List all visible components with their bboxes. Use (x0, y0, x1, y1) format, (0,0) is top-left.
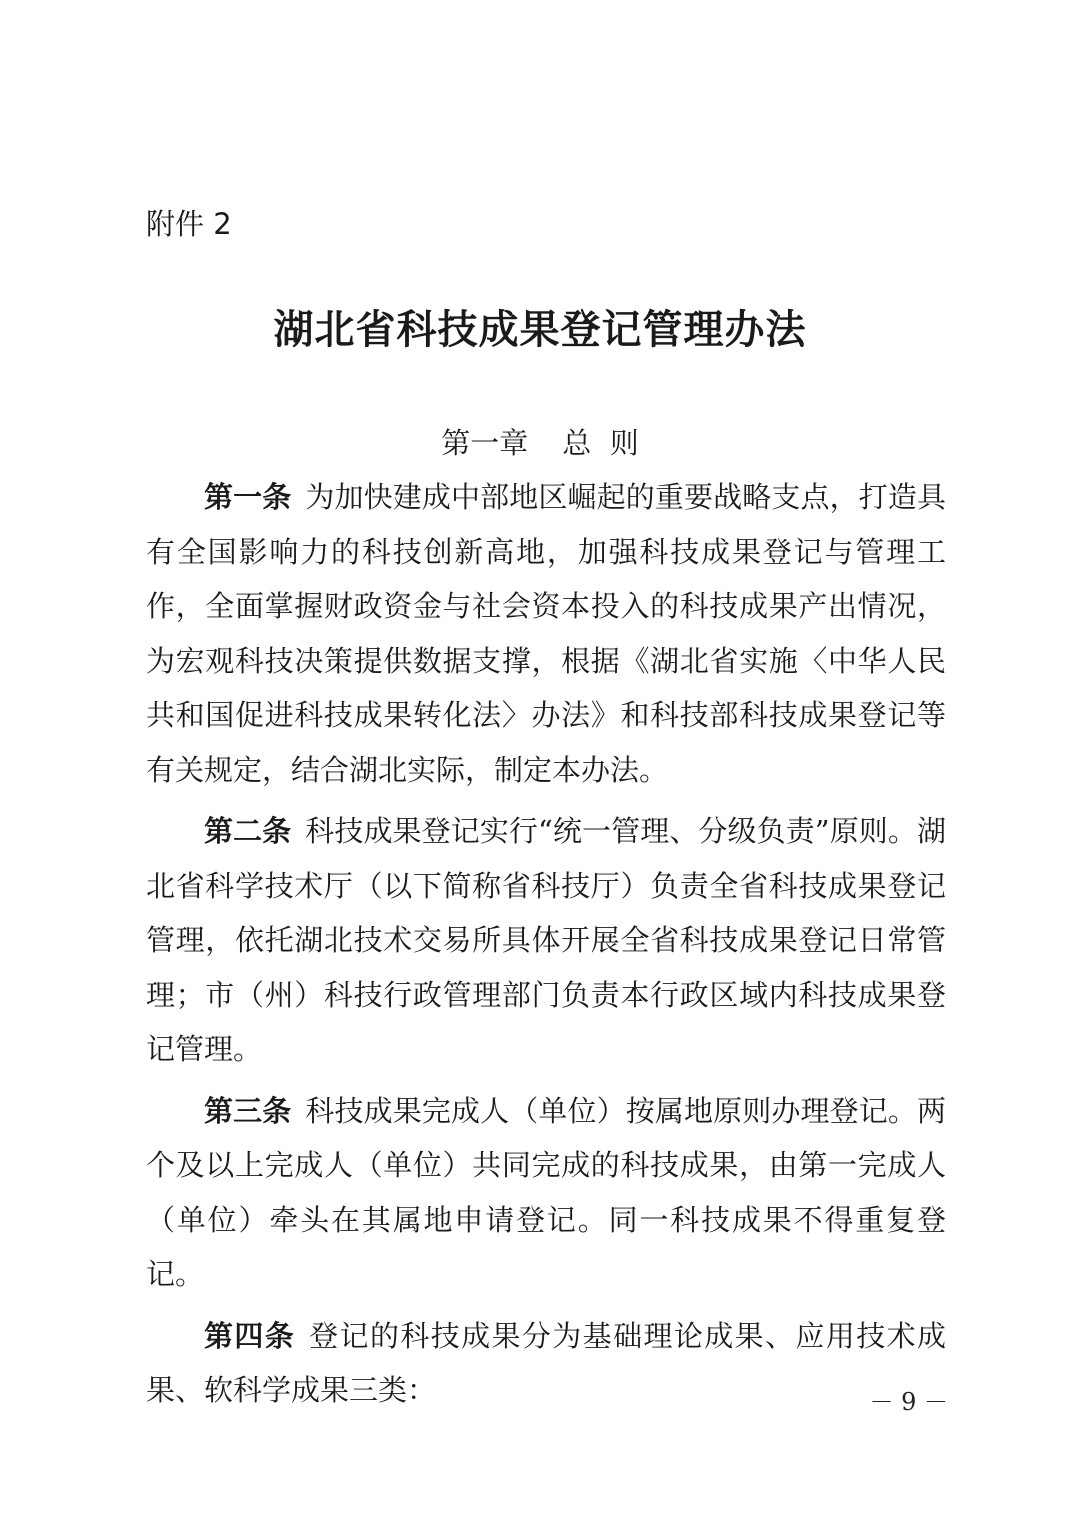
article-text: 科技成果登记实行“统一管理、分级负责”原则。湖北省科学技术厅（以下简称省科技厅）负责全省科技成果登记管理，依托湖北技术交易所具体开展全省科技成果登记日常管理；市（州）科技行政管理部门负责本行政区域内科技成果登记管理。 (146, 814, 946, 1066)
document-title: 湖北省科技成果登记管理办法 (273, 306, 807, 353)
article-text: 登记的科技成果分为基础理论成果、应用技术成果、软科学成果三类： (146, 1318, 946, 1407)
article-4 (146, 1309, 946, 1418)
article-text: 科技成果完成人（单位）按属地原则办理登记。两个及以上完成人（单位）共同完成的科技成果，由第一完成人（单位）牵头在其属地申请登记。同一科技成果不得重复登记。 (146, 1093, 946, 1291)
article-label: 第三条 (204, 1093, 292, 1128)
chapter-number: 第一章 (441, 426, 529, 460)
chapter-name: 总 则 (562, 426, 639, 460)
article-1 (146, 470, 946, 797)
article-label: 第四条 (204, 1318, 296, 1353)
page-number: － 9 － (869, 1388, 948, 1416)
article-3 (146, 1084, 946, 1302)
article-text: 为加快建成中部地区崛起的重要战略支点，打造具有全国影响力的科技创新高地，加强科技成果登记与管理工作，全面掌握财政资金与社会资本投入的科技成果产出情况，为宏观科技决策提供数据支撑，根据《湖北省实施〈中华人民共和国促进科技成果转化法〉办法》和科技部科技成果登记等有关规定，结合湖北实际，制定本办法。 (146, 480, 946, 787)
article-label: 第一条 (204, 480, 292, 514)
chapter-heading (0, 418, 1080, 468)
attachment-label: 附件 2 (146, 207, 232, 241)
article-label: 第二条 (204, 814, 292, 848)
document-body (146, 470, 946, 1425)
article-2 (146, 804, 946, 1077)
